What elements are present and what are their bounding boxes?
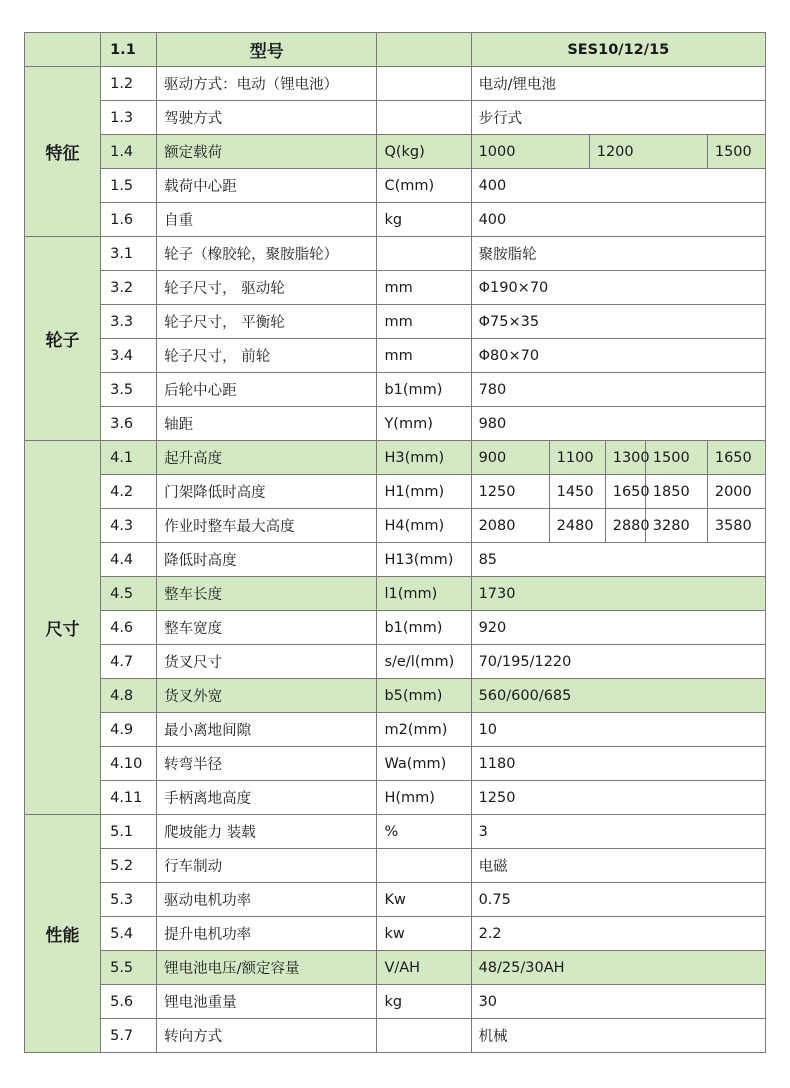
row-number: 4.9: [101, 713, 157, 747]
row-unit: H3(mm): [377, 441, 471, 475]
row-number: 4.5: [101, 577, 157, 611]
row-value: Φ75×35: [471, 305, 765, 339]
row-item: 轮子尺寸， 驱动轮: [157, 271, 377, 305]
row-value: 1500: [645, 441, 707, 475]
row-number: 3.6: [101, 407, 157, 441]
table-row: [25, 509, 766, 543]
row-value: 机械: [471, 1019, 765, 1053]
row-number: 5.5: [101, 951, 157, 985]
table-row: [25, 951, 766, 985]
row-value: 电动/锂电池: [471, 67, 765, 101]
row-item: 整车宽度: [157, 611, 377, 645]
row-value: 1650: [707, 441, 765, 475]
row-value: 1500: [707, 135, 765, 169]
row-unit: s/e/l(mm): [377, 645, 471, 679]
row-number: 5.3: [101, 883, 157, 917]
row-number: 4.8: [101, 679, 157, 713]
row-item: 行车制动: [157, 849, 377, 883]
table-row: [25, 611, 766, 645]
table-row: [25, 747, 766, 781]
row-value: 1180: [471, 747, 765, 781]
row-number: 4.1: [101, 441, 157, 475]
header-model: SES10/12/15: [471, 33, 765, 67]
row-item: 额定载荷: [157, 135, 377, 169]
row-item: 整车长度: [157, 577, 377, 611]
row-value: 1850: [645, 475, 707, 509]
table-row: [25, 271, 766, 305]
spec-table: [24, 32, 766, 1053]
row-value: 1250: [471, 475, 549, 509]
row-unit: %: [377, 815, 471, 849]
row-unit: H1(mm): [377, 475, 471, 509]
row-item: 作业时整车最大高度: [157, 509, 377, 543]
row-value: 电磁: [471, 849, 765, 883]
row-value: 85: [471, 543, 765, 577]
row-item: 轮子尺寸， 平衡轮: [157, 305, 377, 339]
row-value: 3: [471, 815, 765, 849]
table-row: [25, 441, 766, 475]
header-no: 1.1: [101, 33, 157, 67]
row-unit: [377, 67, 471, 101]
row-value: 10: [471, 713, 765, 747]
table-row: [25, 815, 766, 849]
row-item: 轴距: [157, 407, 377, 441]
table-row: [25, 135, 766, 169]
table-row: [25, 407, 766, 441]
row-value: 1300: [605, 441, 645, 475]
table-row: [25, 577, 766, 611]
row-unit: b1(mm): [377, 611, 471, 645]
row-unit: kg: [377, 203, 471, 237]
table-row: [25, 305, 766, 339]
row-item: 货叉尺寸: [157, 645, 377, 679]
row-unit: [377, 237, 471, 271]
row-value: 400: [471, 203, 765, 237]
row-item: 后轮中心距: [157, 373, 377, 407]
table-row: [25, 373, 766, 407]
row-unit: b1(mm): [377, 373, 471, 407]
row-number: 3.2: [101, 271, 157, 305]
row-unit: mm: [377, 271, 471, 305]
row-number: 3.5: [101, 373, 157, 407]
row-unit: kg: [377, 985, 471, 1019]
row-item: 起升高度: [157, 441, 377, 475]
row-number: 4.6: [101, 611, 157, 645]
row-unit: l1(mm): [377, 577, 471, 611]
header-group-cell: [25, 33, 101, 67]
row-unit: m2(mm): [377, 713, 471, 747]
row-item: 转弯半径: [157, 747, 377, 781]
row-item: 货叉外宽: [157, 679, 377, 713]
row-value: 30: [471, 985, 765, 1019]
table-row: [25, 849, 766, 883]
row-unit: C(mm): [377, 169, 471, 203]
header-item: 型号: [157, 33, 377, 67]
row-item: 载荷中心距: [157, 169, 377, 203]
header-unit: [377, 33, 471, 67]
row-number: 4.4: [101, 543, 157, 577]
row-unit: H4(mm): [377, 509, 471, 543]
row-value: 1100: [549, 441, 605, 475]
table-row: [25, 679, 766, 713]
row-value: 920: [471, 611, 765, 645]
table-row: [25, 917, 766, 951]
table-row: [25, 237, 766, 271]
row-value: 步行式: [471, 101, 765, 135]
row-unit: mm: [377, 339, 471, 373]
row-value: 聚胺脂轮: [471, 237, 765, 271]
row-item: 锂电池重量: [157, 985, 377, 1019]
row-value: 1450: [549, 475, 605, 509]
row-value: 980: [471, 407, 765, 441]
row-number: 4.11: [101, 781, 157, 815]
row-item: 驱动电机功率: [157, 883, 377, 917]
header-row: [25, 33, 766, 67]
row-unit: kw: [377, 917, 471, 951]
row-item: 轮子（橡胶轮，聚胺脂轮）: [157, 237, 377, 271]
row-value: 1250: [471, 781, 765, 815]
row-value: 2480: [549, 509, 605, 543]
table-row: [25, 645, 766, 679]
row-number: 4.2: [101, 475, 157, 509]
row-value: 48/25/30AH: [471, 951, 765, 985]
row-number: 5.4: [101, 917, 157, 951]
row-value: 1730: [471, 577, 765, 611]
group-label: 特征: [25, 67, 101, 237]
row-unit: Wa(mm): [377, 747, 471, 781]
row-number: 4.10: [101, 747, 157, 781]
row-unit: Y(mm): [377, 407, 471, 441]
table-row: [25, 101, 766, 135]
row-number: 3.1: [101, 237, 157, 271]
row-number: 1.5: [101, 169, 157, 203]
row-item: 门架降低时高度: [157, 475, 377, 509]
row-unit: H(mm): [377, 781, 471, 815]
row-value: Φ190×70: [471, 271, 765, 305]
row-number: 1.2: [101, 67, 157, 101]
row-number: 3.4: [101, 339, 157, 373]
row-value: 3580: [707, 509, 765, 543]
table-row: [25, 339, 766, 373]
row-value: 900: [471, 441, 549, 475]
row-number: 4.3: [101, 509, 157, 543]
row-item: 降低时高度: [157, 543, 377, 577]
group-label: 性能: [25, 815, 101, 1053]
row-unit: V/AH: [377, 951, 471, 985]
table-row: [25, 781, 766, 815]
row-value: 560/600/685: [471, 679, 765, 713]
row-value: 1650: [605, 475, 645, 509]
row-value: 1000: [471, 135, 589, 169]
row-unit: [377, 849, 471, 883]
table-row: [25, 169, 766, 203]
row-value: 400: [471, 169, 765, 203]
row-item: 自重: [157, 203, 377, 237]
row-number: 5.7: [101, 1019, 157, 1053]
row-value: 2080: [471, 509, 549, 543]
row-number: 1.3: [101, 101, 157, 135]
row-number: 1.4: [101, 135, 157, 169]
table-row: [25, 67, 766, 101]
row-unit: H13(mm): [377, 543, 471, 577]
row-unit: Q(kg): [377, 135, 471, 169]
row-value: 1200: [589, 135, 707, 169]
row-number: 4.7: [101, 645, 157, 679]
table-row: [25, 475, 766, 509]
table-row: [25, 985, 766, 1019]
row-item: 手柄离地高度: [157, 781, 377, 815]
row-item: 驱动方式：电动（锂电池）: [157, 67, 377, 101]
table-row: [25, 713, 766, 747]
row-item: 提升电机功率: [157, 917, 377, 951]
row-item: 爬坡能力 装载: [157, 815, 377, 849]
row-item: 锂电池电压/额定容量: [157, 951, 377, 985]
row-value: 780: [471, 373, 765, 407]
table-row: [25, 1019, 766, 1053]
row-item: 转向方式: [157, 1019, 377, 1053]
row-item: 轮子尺寸， 前轮: [157, 339, 377, 373]
row-value: 0.75: [471, 883, 765, 917]
row-unit: b5(mm): [377, 679, 471, 713]
row-value: 2880: [605, 509, 645, 543]
row-value: Φ80×70: [471, 339, 765, 373]
row-item: 驾驶方式: [157, 101, 377, 135]
row-unit: Kw: [377, 883, 471, 917]
row-number: 1.6: [101, 203, 157, 237]
row-unit: [377, 101, 471, 135]
row-value: 2.2: [471, 917, 765, 951]
row-unit: mm: [377, 305, 471, 339]
row-number: 5.1: [101, 815, 157, 849]
row-number: 5.2: [101, 849, 157, 883]
row-value: 70/195/1220: [471, 645, 765, 679]
row-value: 2000: [707, 475, 765, 509]
table-row: [25, 543, 766, 577]
table-row: [25, 883, 766, 917]
row-value: 3280: [645, 509, 707, 543]
row-item: 最小离地间隙: [157, 713, 377, 747]
group-label: 轮子: [25, 237, 101, 441]
row-number: 5.6: [101, 985, 157, 1019]
group-label: 尺寸: [25, 441, 101, 815]
row-unit: [377, 1019, 471, 1053]
table-row: [25, 203, 766, 237]
row-number: 3.3: [101, 305, 157, 339]
